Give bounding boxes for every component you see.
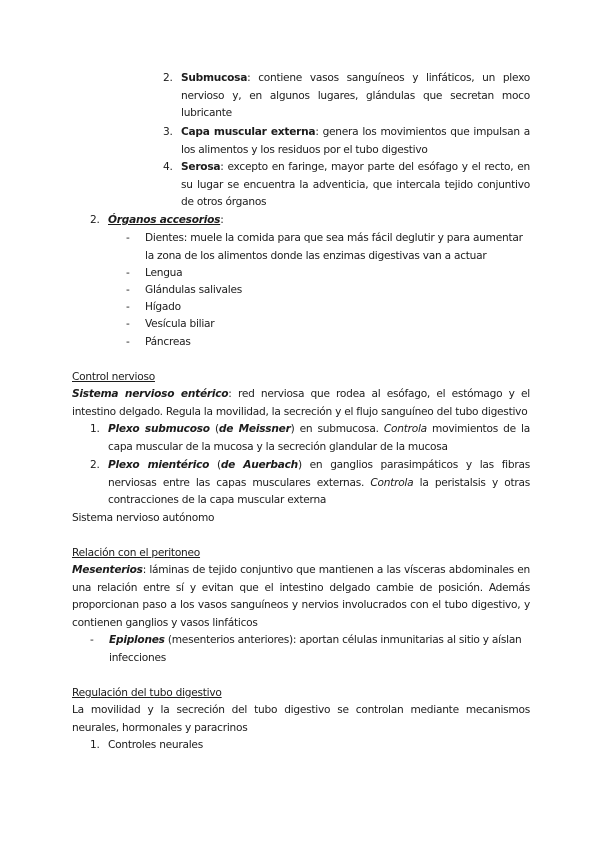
list-text: Plexo mientérico (de Auerbach) en ganglios parasimpáticos y las fibras nerviosas entre las capas musculares externas. Controla la peristalsis y otras contracciones de la capa muscular externa bbox=[108, 459, 530, 507]
paragraph-text: Sistema nervioso entérico: red nerviosa que rodea al esófago, el estómago y el intestino delgado. Regula la movilidad, la secreción y el flujo sanguíneo del tubo digestivo bbox=[72, 388, 530, 418]
bullet-higado: - Hígado bbox=[126, 299, 181, 317]
bullet-vesicula: - Vesícula biliar bbox=[126, 316, 214, 334]
list-item-capa-muscular bbox=[163, 124, 530, 159]
list-item-submucosa bbox=[163, 70, 530, 123]
list-text: Submucosa: contiene vasos sanguíneos y linfáticos, un plexo nervioso y, en algunos lugares, glándulas que secretan moco lubricante bbox=[181, 72, 530, 120]
list-text: Serosa: excepto en faringe, mayor parte del esófago y el recto, en su lugar se encuentra la adventicia, que intercala tejido conjuntivo de otros órganos bbox=[181, 161, 530, 209]
bullet-dash: - bbox=[90, 634, 94, 646]
list-number: 1. bbox=[90, 739, 100, 751]
list-item-plexo-submucoso bbox=[90, 421, 530, 456]
paragraph-mesenterios bbox=[72, 562, 530, 632]
section-heading-regulacion: Regulación del tubo digestivo bbox=[72, 687, 222, 699]
list-item-plexo-mienterico bbox=[90, 457, 530, 510]
bullet-text: Glándulas salivales bbox=[145, 284, 243, 296]
list-number: 1. bbox=[90, 423, 100, 435]
list-number: 2. bbox=[163, 72, 173, 84]
bullet-text: Páncreas bbox=[145, 336, 191, 348]
bullet-text: Hígado bbox=[145, 301, 181, 313]
list-text: Órganos accesorios: bbox=[108, 214, 224, 226]
bullet-epiplones bbox=[90, 632, 530, 667]
section-heading-control-nervioso: Control nervioso bbox=[72, 371, 155, 383]
list-number: 2. bbox=[90, 214, 100, 226]
list-text: Controles neurales bbox=[108, 739, 203, 751]
bullet-lengua: - Lengua bbox=[126, 265, 182, 283]
section-heading-peritoneo: Relación con el peritoneo bbox=[72, 547, 201, 559]
section-title: Órganos accesorios bbox=[108, 214, 221, 226]
bullet-text: Vesícula biliar bbox=[145, 318, 215, 330]
paragraph-text: Mesenterios: láminas de tejido conjuntivo que mantienen a las vísceras abdominales en una relación entre sí y evitan que el intestino delgado cambie de posición. Además proporcionan paso a los vasos sanguíneos y nervios involucrados con el tubo digestivo, y contienen ganglios y vasos linfáticos bbox=[72, 564, 530, 629]
bullet-glandulas: - Glándulas salivales bbox=[126, 282, 242, 300]
bullet-dash: - bbox=[126, 232, 130, 244]
paragraph-sne bbox=[72, 386, 530, 421]
list-item-controles-neurales bbox=[90, 737, 203, 755]
list-number: 4. bbox=[163, 161, 173, 173]
bullet-text: Epiplones (mesenterios anteriores): aportan células inmunitarias al sitio y aíslan infecciones bbox=[109, 634, 522, 664]
list-item-organos-accesorios bbox=[90, 212, 530, 230]
paragraph-regulacion bbox=[72, 702, 530, 737]
list-number: 3. bbox=[163, 126, 173, 138]
list-number: 2. bbox=[90, 459, 100, 471]
list-text: Plexo submucoso (de Meissner) en submucosa. Controla movimientos de la capa muscular de la mucosa y la secreción glandular de la mucosa bbox=[108, 423, 530, 453]
list-text: Capa muscular externa: genera los movimientos que impulsan a los alimentos y los residuos por el tubo digestivo bbox=[181, 126, 530, 156]
bullet-dientes bbox=[126, 230, 530, 265]
paragraph-sistema-autonomo: Sistema nervioso autónomo bbox=[72, 512, 215, 524]
paragraph-text: La movilidad y la secreción del tubo digestivo se controlan mediante mecanismos neurales, hormonales y paracrinos bbox=[72, 704, 530, 734]
bullet-text: Lengua bbox=[145, 267, 183, 279]
list-item-serosa bbox=[163, 159, 530, 212]
bullet-text: Dientes: muele la comida para que sea más fácil deglutir y para aumentar la zona de los alimentos donde las enzimas digestivas van a actuar bbox=[145, 232, 523, 262]
bullet-pancreas: - Páncreas bbox=[126, 334, 191, 352]
